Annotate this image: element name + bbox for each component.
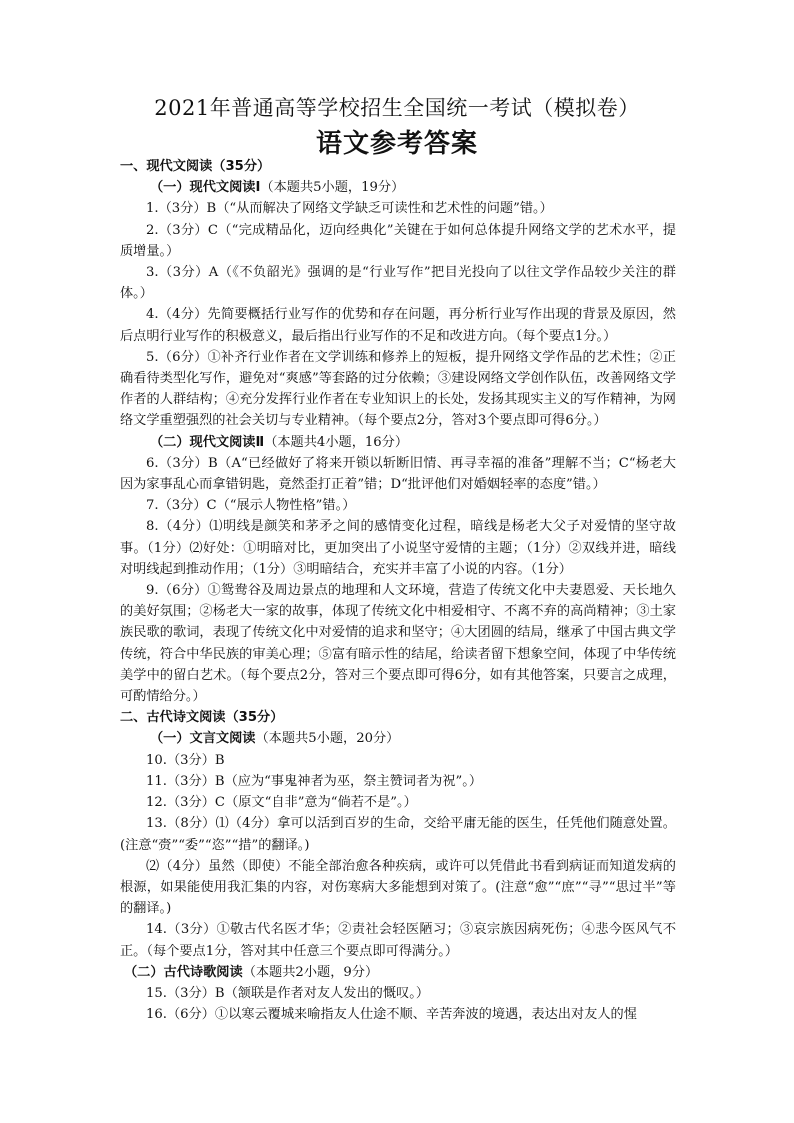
exam-title: 2021年普通高等学校招生全国统一考试（模拟卷） xyxy=(154,96,640,120)
answer-item: 4.（4分）先简要概括行业写作的优势和存在问题，再分析行业写作出现的背景及原因，然后点明行业写作的积极意义，最后指出行业写作的不足和改进方向。（每个要点1分。） xyxy=(120,307,676,344)
section-heading-1: 一、现代文阅读（35分） xyxy=(120,159,271,174)
answer-item: 8.（4分）⑴明线是颜笑和茅矛之间的感情变化过程，暗线是杨老大父子对爱情的坚守故事。（1分）⑵好处：①明暗对比，更加突出了小说坚守爱情的主题；（1分）②双线并进，暗线对明线起到推动作用；（1分）③明暗结合，充实并丰富了小说的内容。（1分） xyxy=(120,519,676,577)
answer-item: 14.（3分）①敬古代名医才华；②责社会轻医陋习；③哀宗族因病死伤；④悲今医风气不正。（每个要点1分，答对其中任意三个要点即可得满分。） xyxy=(120,922,676,959)
answer-item: 3.（3分）A（《不负韶光》强调的是“行业写作”把目光投向了以往文学作品较少关注的群体。） xyxy=(120,265,676,302)
answer-item: 1.（3分）B（“从而解决了网络文学缺乏可读性和艺术性的问题”错。） xyxy=(146,201,553,217)
section-heading-2: 二、古代诗文阅读（35分） xyxy=(120,710,284,726)
part-heading-title: （一）文言文阅读 xyxy=(150,731,256,747)
answer-key-title: 语文参考答案 xyxy=(315,129,478,159)
part-heading xyxy=(120,728,676,749)
answer-item: 9.（6分）①鸳鸯谷及周边景点的地理和人文环境，营造了传统文化中夫妻恩爱、天长地久的美好氛围；②杨老大一家的故事，体现了传统文化中相爱相守、不离不弃的高尚精神；③土家族民歌的歌词，表现了传统文化中对爱情的追求和坚守；④大团圆的结局，继承了中国古典文学传统，符合中华民族的审美心理；⑤富有暗示性的结尾，给读者留下想象空间，体现了中华传统美学中的留白艺术。（每个要点2分，答对三个要点即可得6分，如有其他答案，只要言之成理，可酌情给分。） xyxy=(120,583,676,705)
part-heading-title: （一）现代文阅读Ⅰ xyxy=(150,180,261,196)
answer-item: 6.（3分）B（A“已经做好了将来开锁以斩断旧情、再寻幸福的准备”理解不当；C“杨老大因为家事乱心而拿错钥匙，竟然歪打正着”错；D“批评他们对婚姻轻率的态度”错。） xyxy=(120,455,676,493)
answer-item: 10.（3分）B xyxy=(146,752,225,768)
answer-item: 11.（3分）B（应为“事鬼神者为巫，祭主赞词者为祝”。） xyxy=(146,773,483,789)
part-heading xyxy=(120,432,676,453)
part-heading xyxy=(120,177,676,198)
answer-item: 7.（3分）C（“展示人物性格”错。） xyxy=(146,498,356,514)
answer-item: 12.（3分）C（原文“自非”意为“倘若不是”。） xyxy=(146,795,417,811)
part-heading-title: （二）现代文阅读Ⅱ xyxy=(150,434,265,450)
answer-item: 15.（3分）B（颔联是作者对友人发出的慨叹。） xyxy=(146,985,430,1001)
part-heading-title: （二）古代诗歌阅读 xyxy=(124,964,243,980)
answer-item: 16.（6分）①以寒云覆城来喻指友人仕途不顺、辛苦奔波的境遇，表达出对友人的惺 xyxy=(146,1007,637,1023)
answer-item: 2.（3分）C（“完成精品化，迈向经典化”关键在于如何总体提升网络文学的艺术水平，提质增量。） xyxy=(120,222,676,259)
part-heading-note: （本题共2小题，9分） xyxy=(242,964,379,980)
part-heading-note: （本题共4小题，16分） xyxy=(264,434,409,450)
part-heading-note: （本题共5小题，19分） xyxy=(260,180,405,196)
answer-item: 13.（8分）⑴（4分）拿可以活到百岁的生命，交给平庸无能的医生，任凭他们随意处置。(注意“赍”“委”“恣”“措”的翻译。) xyxy=(120,816,676,853)
answer-item: ⑵（4分）虽然（即使）不能全部治愈各种疾病，或许可以凭借此书看到病证而知道发病的根源，如果能使用我汇集的内容，对伤寒病大多能想到对策了。(注意“愈”“庶”“寻”“思过半”等的翻译。) xyxy=(120,858,676,917)
answer-content xyxy=(120,156,676,1025)
part-heading-note: （本题共5小题，20分） xyxy=(255,731,400,747)
part-heading xyxy=(120,962,676,983)
answer-item: 5.（6分）①补齐行业作者在文学训练和修养上的短板，提升网络文学作品的艺术性；②正确看待类型化写作，避免对“爽感”等套路的过分依赖；③建设网络文学创作队伍，改善网络文学作者的人群结构；④充分发挥行业作者在专业知识上的长处，发扬其现实主义的写作精神，为网络文学重塑强烈的社会关切与专业精神。（每个要点2分，答对3个要点即可得6分。） xyxy=(120,349,676,429)
